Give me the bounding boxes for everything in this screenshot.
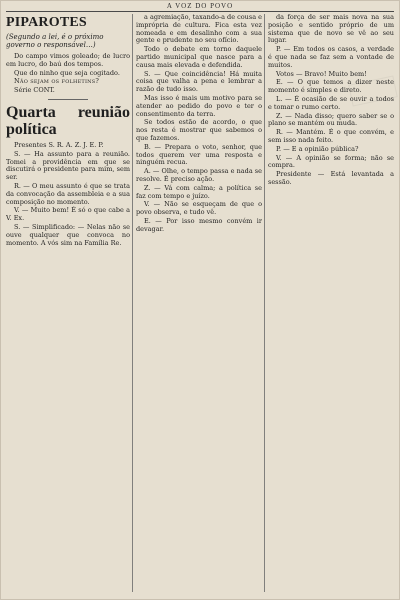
right-paragraph-8: P. — E a opinião pública? [276, 144, 359, 153]
right-paragraph-2: P. — Em todos os casos, a verdade é que nada se faz sem a vontade de muitos. [268, 45, 394, 69]
right-paragraph-1: da força de ser mais nova na sua posição e sentido próprio de um sistema que de novo se vê ao seu lugar. [268, 14, 394, 45]
middle-paragraph-10: E. — Por isso mesmo convém ir devagar. [136, 216, 262, 233]
middle-column [136, 14, 262, 594]
left-paragraph-3: R. — O meu assunto é que se trata da convocação da assembleia e a sua composição no momento. [6, 181, 130, 206]
right-paragraph-9: V. — A opinião se forma; não se compra. [268, 153, 394, 170]
section-subtitle: (Segundo a lei, é o próximo governo o responsável…) [6, 33, 104, 49]
middle-paragraph-7: A. — Olhe, o tempo passa e nada se resolve. É preciso ação. [136, 167, 262, 183]
middle-column-content [136, 14, 262, 234]
right-paragraph-10: Presidente — Está levantada a sessão. [268, 170, 394, 186]
right-paragraph-6: Z. — Nada disso; quero saber se o plano se mantém ou muda. [268, 111, 394, 128]
left-column-content [6, 15, 130, 247]
middle-paragraph-1: a agremiação, taxando-a de cousa e imprópria de cultura. Fica esta vez nomeada e em desalinho com a sua gente e prudente no seu ofício. [136, 14, 262, 45]
highlight-line: Não sejam os folhetins? [14, 77, 100, 86]
intro-line-2: Que do ninho que seja cogitado. [14, 68, 120, 77]
left-paragraph-2: S. — Ha assunto para a reunião. Tomei a providência em que se discutirá o presidente para mim, sem ser. [6, 149, 130, 182]
middle-paragraph-3: S. — Que coincidência! Há muita coisa que valha a pena e lembrar a razão de tudo isso. [136, 69, 262, 94]
middle-paragraph-8: Z. — Vá com calma; a política se faz com tempo e juízo. [136, 183, 262, 200]
short-divider [48, 99, 88, 100]
middle-paragraph-9: V. — Não se esqueçam de que o povo observa, e tudo vê. [136, 200, 262, 217]
small-note: Série CONT. [14, 86, 55, 95]
column-separator-2 [264, 14, 265, 592]
right-paragraph-7: R. — Mantém. É o que convém, e sem isso nada feito. [268, 128, 394, 144]
middle-paragraph-6: B. — Prepara o voto, senhor, que todos querem ver uma resposta e ninguém recua. [136, 142, 262, 167]
article-title: Quarta reunião política [6, 103, 130, 138]
section-title: PIPAROTES [6, 15, 87, 30]
left-column [6, 14, 130, 594]
left-paragraph-4: V. — Muito bem! É só o que cabe a V. Ex. [6, 206, 130, 223]
middle-paragraph-2: Todo o debate em torno daquele partido municipal que nasce para a causa mais elevada e defendida. [136, 45, 262, 69]
right-paragraph-3: Votos — Bravo! Muito bem! [276, 69, 367, 78]
left-paragraph-1: Presentes S. R. A. Z. J. E. P. [14, 140, 104, 149]
right-paragraph-5: L. — É ocasião de se ouvir a todos e tomar o rumo certo. [268, 94, 394, 111]
left-paragraph-5: S. — Simplificado: — Nelas não se ouve qualquer que convoca no momento. A vós sim na Família Re. [6, 222, 130, 247]
masthead: A VOZ DO POVO [166, 2, 234, 10]
intro-line-1: Do campo vimos goleado; de lucro em lucro, do baú dos tempos. [6, 52, 130, 68]
right-paragraph-4: E. — O que temos a dizer neste momento é simples e direto. [268, 78, 394, 95]
top-rule [6, 11, 394, 12]
middle-paragraph-4: Mas isso é mais um motivo para se atender ao pedido do povo e ter o consentimento da terra. [136, 93, 262, 118]
middle-paragraph-5: Se todos estão de acordo, o que nos resta é mostrar que sabemos o que fazemos. [136, 118, 262, 142]
column-separator-1 [132, 14, 133, 592]
